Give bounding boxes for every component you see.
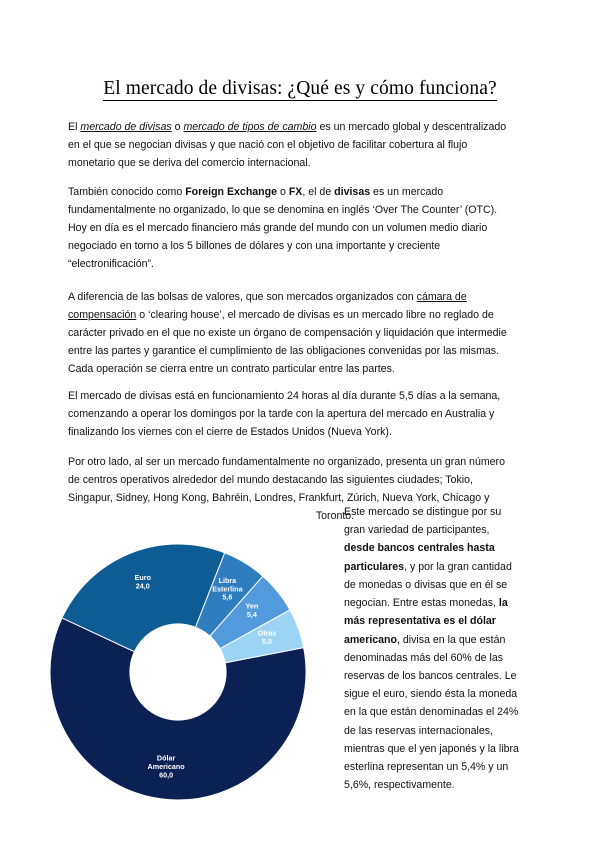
page-title <box>0 78 600 100</box>
side-text-b: , y por la gran cantidad de monedas o divisas que en él se negocian. Entre estas monedas, <box>344 560 512 610</box>
paragraph-clearing <box>68 288 512 378</box>
donut-hole <box>129 623 226 720</box>
slice-label: Otras 5,0 <box>257 628 277 646</box>
page-title-text: El mercado de divisas: ¿Qué es y cómo funciona? <box>103 78 497 99</box>
p2-text-a: También conocido como <box>68 186 186 198</box>
paragraph-forex <box>68 183 512 273</box>
link-mercado-de-divisas[interactable]: mercado de divisas <box>80 121 172 133</box>
p3-text-b: o ‘clearing house’, el mercado de divisas es un mercado libre no reglado de carácter privado en el que no existe un órgano de compensación y liquidación que intermedie entre las partes y garantice el cumplimiento de las obligaciones convenidas por las mismas. Cada operación se cierra entre un contrato particular entre las partes. <box>68 309 507 375</box>
link-mercado-de-tipos-de-cambio[interactable]: mercado de tipos de cambio <box>183 121 317 133</box>
p1-text-b: o <box>171 121 184 133</box>
side-text-a: Este mercado se distingue por su gran variedad de participantes, <box>344 506 502 537</box>
link-camara-de-compensacion[interactable]: cámara de compensación <box>68 291 467 321</box>
body-paragraph-2 <box>68 183 512 273</box>
p2-text-d: es un mercado fundamentalmente no organizado, lo que se denomina en inglés ‘Over The Counter’ (OTC). Hoy en día es el mercado financiero más grande del mundo con un volumen medio diario negociado en torno a los 5 billones de dólares y con una importante y creciente “electronificación”. <box>68 186 498 270</box>
body-paragraph-1 <box>68 118 512 172</box>
currency-reserves-donut-chart <box>48 492 310 802</box>
p2-text-c: , el de <box>302 186 335 198</box>
p4-text-b: Por otro lado, al ser un mercado fundamentalmente no organizado, presenta un gran número de centros operativos alrededor del mundo destacando las siguientes ciudades; Tokio, Singapur, Sidney, Hong Kong, Bahréin, Londres, Frankfurt, Zúrich, Nueva York, Chicago y <box>68 455 505 504</box>
body-paragraph-3 <box>68 288 512 378</box>
p4-text-c: Toronto. <box>315 509 355 522</box>
p1-text-a: El <box>68 121 81 133</box>
p2-text-b: o <box>277 186 289 198</box>
slice-label: Yen 5,4 <box>245 601 259 619</box>
term-divisas: divisas <box>334 186 371 198</box>
donut-chart-svg <box>48 492 310 802</box>
paragraph-hours <box>68 387 512 441</box>
side-term-bancos: desde bancos centrales hasta particulares <box>344 542 495 573</box>
paragraph-intro <box>68 118 512 172</box>
p3-text-a: A diferencia de las bolsas de valores, que son mercados organizados con <box>68 291 417 303</box>
slice-label: Libra Esterlina 5,6 <box>212 575 243 602</box>
slice-label: Euro 24,0 <box>134 572 151 591</box>
side-text-c: , divisa en la que están denominadas más del 60% de las reservas de los bancos centrales. Le sigue el euro, siendo ésta la moneda en la que están denominadas el 24% de las reservas internacionales, mientras que el yen japonés y la libra esterlina representan un 5,4% y un 5,6%, respectivamente. <box>344 633 519 792</box>
p1-text-c: es un mercado global y descentralizado en el que se negocian divisas y que nació con el objetivo de facilitar cobertura al flujo monetario que se deriva del comercio internacional. <box>68 121 507 169</box>
side-term-dolar: la más representativa es el dólar americano <box>344 597 508 646</box>
side-paragraph <box>344 503 522 795</box>
p4-text-a: El mercado de divisas está en funcionamiento 24 horas al día durante 5,5 días a la semana, comenzando a operar los domingos por la tarde con la apertura del mercado en Australia y finalizando los viernes con el cierre de Estados Unidos (Nueva York). <box>68 390 501 438</box>
term-foreign-exchange: Foreign Exchange <box>185 186 278 198</box>
slice-label: Dólar Americano 60,0 <box>147 753 185 780</box>
term-fx: FX <box>288 186 303 198</box>
